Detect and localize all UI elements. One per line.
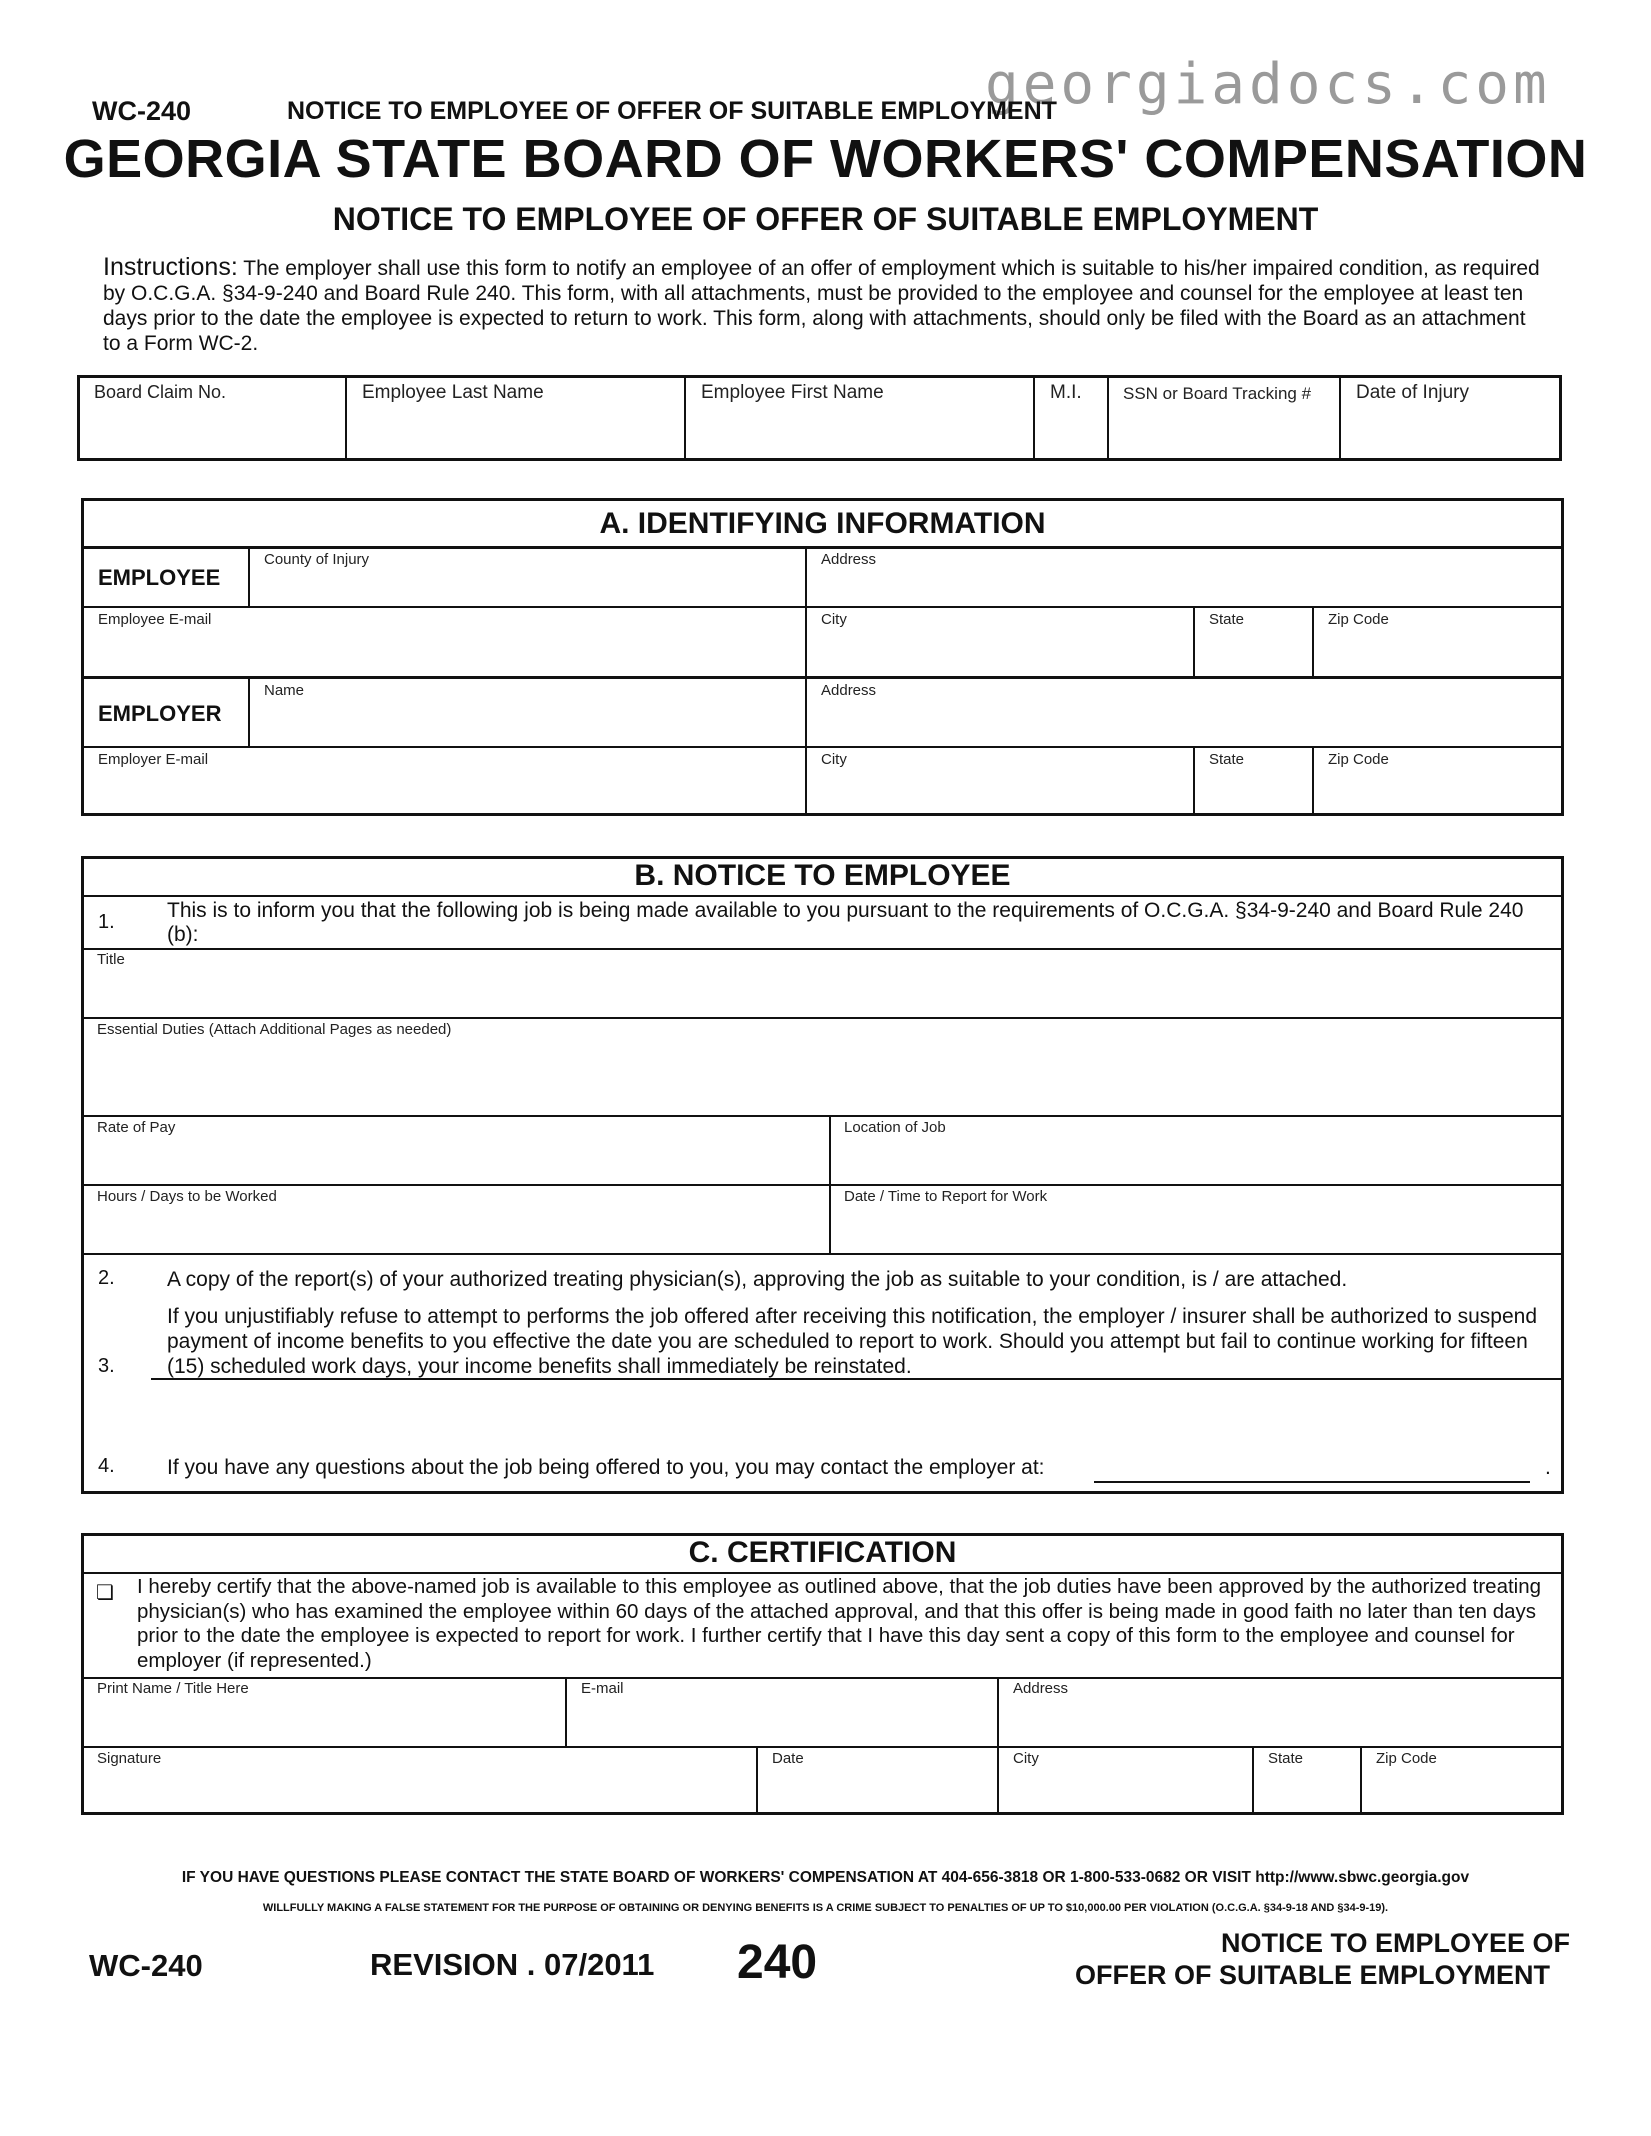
employer-zip-field[interactable] [1314, 748, 1561, 813]
footer-warning: WILLFULLY MAKING A FALSE STATEMENT FOR THE PURPOSE OF OBTAINING OR DENYING BENEFITS IS A CRIME SUBJECT TO PENALTIES OF UP TO $10,000.00 PER VIOLATION (O.C.G.A. §34-9-18 AND §34-9-19). [262, 1902, 1389, 1914]
instructions-text: The employer shall use this form to notify an employee of an offer of employment which is suitable to his/her impaired condition, as required by O.C.G.A. §34-9-240 and Board Rule 240. This form, with all attachments, must be provided to the employee and counsel for the employee at least ten days prior to the date the employee is expected to return to work. This form, along with attachments, should only be filed with the Board as an attachment to a Form WC-2. [103, 257, 1540, 355]
cert-email-field[interactable] [567, 1679, 997, 1746]
employer-email-field[interactable] [84, 748, 805, 813]
section-b [81, 856, 1564, 1494]
signature-field[interactable] [84, 1748, 756, 1812]
section-c-title: C. CERTIFICATION [688, 1536, 957, 1569]
board-title: GEORGIA STATE BOARD OF WORKERS' COMPENSATION [63, 129, 1588, 189]
item2-number: 2. [98, 1267, 115, 1289]
employee-first-name-field[interactable] [686, 378, 1033, 458]
claim-row [77, 375, 1562, 461]
section-c [81, 1533, 1564, 1815]
employee-zip-field[interactable] [1314, 608, 1561, 676]
employer-state-label: State [1209, 751, 1245, 768]
employee-state-field[interactable] [1195, 608, 1312, 676]
employer-contact-field[interactable] [1094, 1449, 1530, 1483]
location-of-job-label: Location of Job [844, 1119, 946, 1136]
item4-period: . [1545, 1456, 1551, 1479]
employer-zip-label: Zip Code [1328, 751, 1389, 768]
certification-checkbox[interactable]: ❏ [96, 1582, 114, 1604]
employer-state-field[interactable] [1195, 748, 1312, 813]
employer-address-label: Address [821, 682, 877, 699]
location-of-job-field[interactable] [831, 1117, 1561, 1184]
form-code: WC-240 [92, 96, 192, 126]
hours-days-field[interactable] [84, 1186, 829, 1253]
report-date-time-field[interactable] [831, 1186, 1561, 1253]
employer-name-field[interactable] [250, 679, 805, 746]
cert-email-label: E-mail [581, 1680, 624, 1697]
board-claim-no-label: Board Claim No. [94, 382, 227, 402]
cert-zip-label: Zip Code [1376, 1750, 1437, 1767]
footer-number: 240 [737, 1936, 818, 1989]
board-claim-no-field[interactable] [80, 378, 345, 458]
employer-address-field[interactable] [807, 679, 1561, 746]
mi-field[interactable] [1035, 378, 1107, 458]
employer-city-label: City [821, 751, 847, 768]
section-b-title: B. NOTICE TO EMPLOYEE [634, 859, 1011, 892]
employee-zip-label: Zip Code [1328, 611, 1389, 628]
date-of-injury-label: Date of Injury [1356, 382, 1469, 403]
job-title-field[interactable] [84, 950, 1561, 1017]
employee-first-name-label: Employee First Name [701, 382, 884, 403]
watermark: georgiadocs.com [985, 52, 1551, 117]
instructions [103, 255, 1548, 356]
item2-text: A copy of the report(s) of your authorized treating physician(s), approving the job as suitable to your condition, is / are attached. [167, 1268, 1348, 1291]
form-title-small: NOTICE TO EMPLOYEE OF OFFER OF SUITABLE EMPLOYMENT [287, 97, 1057, 125]
notice-title: NOTICE TO EMPLOYEE OF OFFER OF SUITABLE EMPLOYMENT [332, 201, 1319, 237]
employee-heading: EMPLOYEE [98, 565, 221, 590]
cert-city-label: City [1013, 1750, 1039, 1767]
employer-name-label: Name [264, 682, 305, 699]
rate-of-pay-label: Rate of Pay [97, 1119, 176, 1136]
cert-date-field[interactable] [758, 1748, 997, 1812]
footer-title-line1: NOTICE TO EMPLOYEE OF [1220, 1928, 1570, 1958]
footer-title-line2: OFFER OF SUITABLE EMPLOYMENT [1075, 1960, 1550, 1990]
item4-number: 4. [98, 1455, 115, 1477]
employee-city-label: City [821, 611, 847, 628]
item1-number: 1. [98, 911, 115, 933]
cert-state-field[interactable] [1254, 1748, 1360, 1812]
cert-date-label: Date [772, 1750, 804, 1767]
employee-last-name-label: Employee Last Name [362, 382, 544, 403]
mi-label: M.I. [1050, 382, 1082, 403]
employer-email-label: Employer E-mail [98, 751, 209, 768]
footer-contact: IF YOU HAVE QUESTIONS PLEASE CONTACT THE STATE BOARD OF WORKERS' COMPENSATION AT 404-656-3818 OR 1-800-533-0682 OR VISIT http://www.sbwc.georgia.gov [181, 1869, 1470, 1886]
ssn-label: SSN or Board Tracking # [1123, 384, 1312, 403]
hours-days-label: Hours / Days to be Worked [97, 1188, 277, 1205]
employee-email-label: Employee E-mail [98, 611, 212, 628]
report-date-time-label: Date / Time to Report for Work [844, 1188, 1048, 1205]
footer-revision: REVISION . 07/2011 [370, 1947, 655, 1982]
print-name-label: Print Name / Title Here [97, 1680, 249, 1697]
employee-state-label: State [1209, 611, 1245, 628]
employee-city-field[interactable] [807, 608, 1193, 676]
footer-form-code: WC-240 [89, 1948, 203, 1983]
print-name-field[interactable] [84, 1679, 565, 1746]
essential-duties-field[interactable] [84, 1019, 1561, 1115]
county-of-injury-field[interactable] [250, 549, 805, 606]
cert-state-label: State [1268, 1750, 1304, 1767]
item1-text: This is to inform you that the following job is being made available to you pursuant to the requirements of O.C.G.A. §34-9-240 and Board Rule 240 (b): [167, 899, 1524, 946]
employee-last-name-field[interactable] [347, 378, 684, 458]
item3-text: If you unjustifiably refuse to attempt to performs the job offered after receiving this notification, the employer / insurer shall be authorized to suspend payment of income benefits to you effective the date you are scheduled to report to work. Should you attempt but fail to continue working for fifteen (15) scheduled work days, your income benefits shall immediately be reinstated. [167, 1305, 1538, 1378]
cert-zip-field[interactable] [1362, 1748, 1561, 1812]
section-a [81, 498, 1564, 816]
cert-address-field[interactable] [999, 1679, 1561, 1746]
certification-text: I hereby certify that the above-named job is available to this employee as outlined above, that the job duties have been approved by the authorized treating physician(s) who has examined the employee within 60 days of the attached approval, and that this offer is being made in good faith no later than ten days prior to the date the employee is expected to report for work. I further certify that I have this day sent a copy of this form to the employee and counsel for employer (if represented.) [137, 1575, 1542, 1672]
instructions-label: Instructions: [103, 253, 238, 281]
employee-address-label: Address [821, 551, 877, 568]
ssn-field[interactable] [1109, 378, 1339, 458]
essential-duties-label: Essential Duties (Attach Additional Pages as needed) [97, 1021, 452, 1038]
signature-label: Signature [97, 1750, 162, 1767]
employee-address-field[interactable] [807, 549, 1561, 606]
date-of-injury-field[interactable] [1341, 378, 1559, 458]
item4-text: If you have any questions about the job being offered to you, you may contact the employer at: [167, 1456, 1045, 1479]
cert-city-field[interactable] [999, 1748, 1252, 1812]
cert-address-label: Address [1013, 1680, 1069, 1697]
employer-city-field[interactable] [807, 748, 1193, 813]
job-title-label: Title [97, 951, 125, 968]
county-of-injury-label: County of Injury [264, 551, 370, 568]
item3-number: 3. [98, 1355, 115, 1377]
rate-of-pay-field[interactable] [84, 1117, 829, 1184]
employee-email-field[interactable] [84, 608, 805, 676]
employer-heading: EMPLOYER [98, 701, 222, 726]
section-a-title: A. IDENTIFYING INFORMATION [599, 507, 1046, 540]
